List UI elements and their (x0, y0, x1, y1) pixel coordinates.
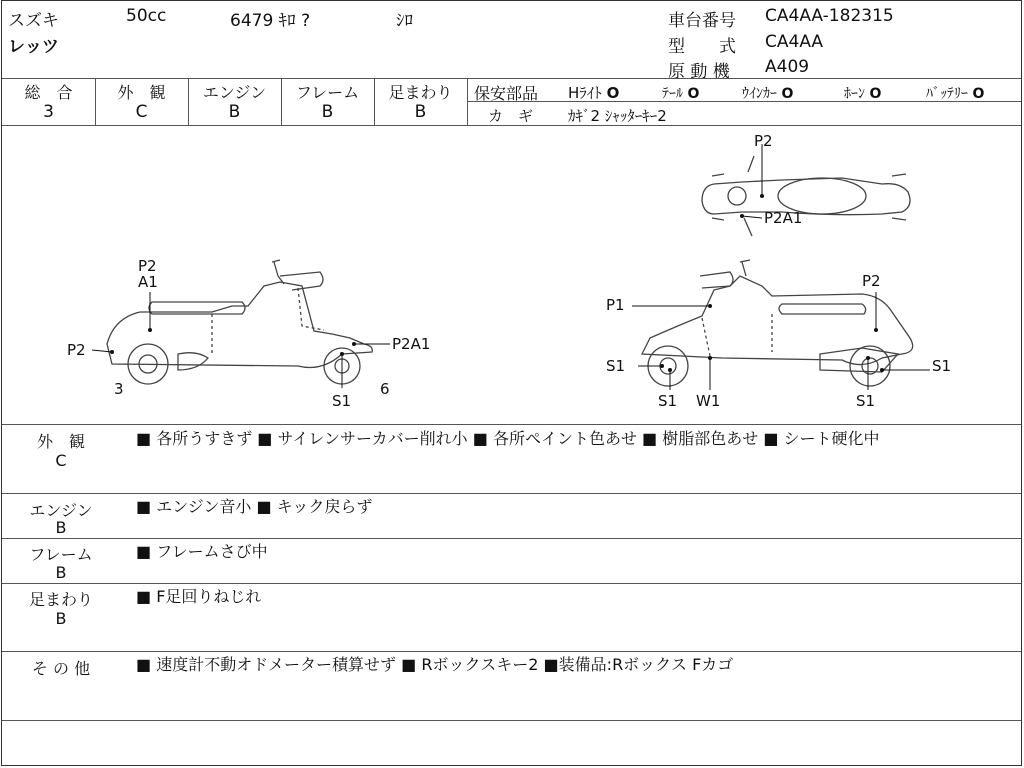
section-engine-text: ■ エンジン音小 ■ キック戻らず (136, 497, 373, 516)
grade-suspension-value: B (414, 102, 427, 122)
grade-engine-value: B (228, 102, 241, 122)
safety-item-label: ﾃｰﾙ (662, 86, 683, 102)
type-label: 型 式 (668, 37, 736, 57)
section-exterior-text: ■ 各所うすきず ■ サイレンサーカバー削れ小 ■ 各所ペイント色あせ ■ 樹脂部色あせ ■ シート硬化中 (136, 429, 880, 448)
engine-value: A409 (765, 57, 810, 77)
safety-item-label: ﾊﾞｯﾃﾘｰ (926, 86, 968, 102)
divider (467, 78, 468, 125)
type-value: CA4AA (765, 32, 824, 52)
mark-top-p2: P2 (754, 132, 773, 150)
safety-item-label: ﾎｰﾝ (844, 86, 865, 102)
model-name: レッツ (8, 37, 59, 57)
divider (2, 78, 1021, 79)
mark-s1: S1 (332, 392, 352, 410)
safety-item-label: ｳｲﾝｶｰ (742, 86, 777, 102)
mark-a1-top: A1 (138, 273, 158, 291)
mark-right-s1-left: S1 (606, 357, 626, 375)
frame-label: 車台番号 (668, 11, 736, 31)
section-engine-label: エンジン (29, 501, 93, 520)
section-suspension-grade: B (55, 609, 67, 628)
section-suspension-text: ■ F足回りねじれ (136, 587, 262, 606)
safety-item-mark: O (687, 86, 700, 102)
mark-p2-top: P2 (138, 257, 157, 275)
grade-exterior-label: 外 観 (117, 83, 166, 102)
inspection-sheet (1, 0, 1022, 766)
safety-item-battery (926, 83, 984, 103)
section-engine-grade: B (55, 518, 67, 537)
mark-top-p2a1: P2A1 (764, 209, 803, 227)
safety-item-mark: O (606, 84, 620, 102)
divider (2, 583, 1021, 584)
divider (2, 651, 1021, 652)
section-exterior-label: 外 観 (36, 432, 85, 451)
section-frame-grade: B (55, 563, 67, 582)
grade-suspension-label: 足まわり (388, 83, 453, 102)
displacement: 50cc (126, 6, 167, 26)
safety-item-mark: O (781, 86, 794, 102)
frame-value: CA4AA-182315 (765, 6, 894, 26)
divider (2, 538, 1021, 539)
engine-label: 原 動 機 (668, 62, 730, 82)
mark-p2a1: P2A1 (392, 335, 431, 353)
section-frame-label: フレーム (29, 545, 93, 564)
safety-item-headlight (568, 82, 619, 103)
section-suspension-label: 足まわり (28, 590, 93, 609)
mark-right-s1-bottom-left: S1 (658, 392, 678, 410)
mark-right-s1-bottom-right: S1 (856, 392, 876, 410)
section-frame-text: ■ フレームさび中 (136, 542, 268, 561)
section-other-label: そ の 他 (31, 659, 91, 678)
divider (2, 720, 1021, 721)
color: ｼﾛ (396, 11, 413, 31)
maker: スズキ (8, 11, 59, 31)
safety-item-mark: O (869, 86, 882, 102)
mark-right-s1-right: S1 (932, 357, 952, 375)
damage-diagram (2, 126, 1021, 424)
grade-frame-label: フレーム (295, 83, 360, 102)
divider (2, 493, 1021, 494)
scooter-top-view-icon (702, 156, 910, 236)
safety-item-label: Hﾗｲﾄ (568, 84, 602, 102)
mark-right-w1: W1 (696, 392, 721, 410)
mark-p2-left: P2 (67, 341, 86, 359)
mark-right-p1: P1 (606, 296, 625, 314)
grade-total-value: 3 (43, 102, 54, 122)
safety-item-tail (662, 83, 699, 103)
grade-total-label: 総 合 (24, 83, 73, 102)
mark-right-p2: P2 (862, 272, 881, 290)
grade-exterior-value: C (135, 102, 148, 122)
divider (2, 424, 1021, 425)
mark-num-3: 3 (114, 380, 124, 398)
safety-item-horn (844, 83, 881, 103)
grade-engine-label: エンジン (202, 83, 267, 102)
safety-item-mark: O (972, 86, 985, 102)
section-exterior-grade: C (55, 451, 67, 470)
safety-title: 保安部品 (474, 84, 539, 103)
key-value: ｶｷﾞ2 ｼｬｯﾀｰｷｰ2 (568, 107, 667, 125)
safety-item-winker (742, 83, 793, 103)
section-other-text: ■ 速度計不動オドメーター積算せず ■ Rボックスキー2 ■装備品:Rボックス Fカゴ (136, 655, 734, 674)
key-label: カ ギ (488, 107, 534, 125)
grade-frame-value: B (321, 102, 334, 122)
mark-num-6: 6 (380, 380, 390, 398)
mileage: 6479 ｷﾛ ? (230, 11, 311, 31)
